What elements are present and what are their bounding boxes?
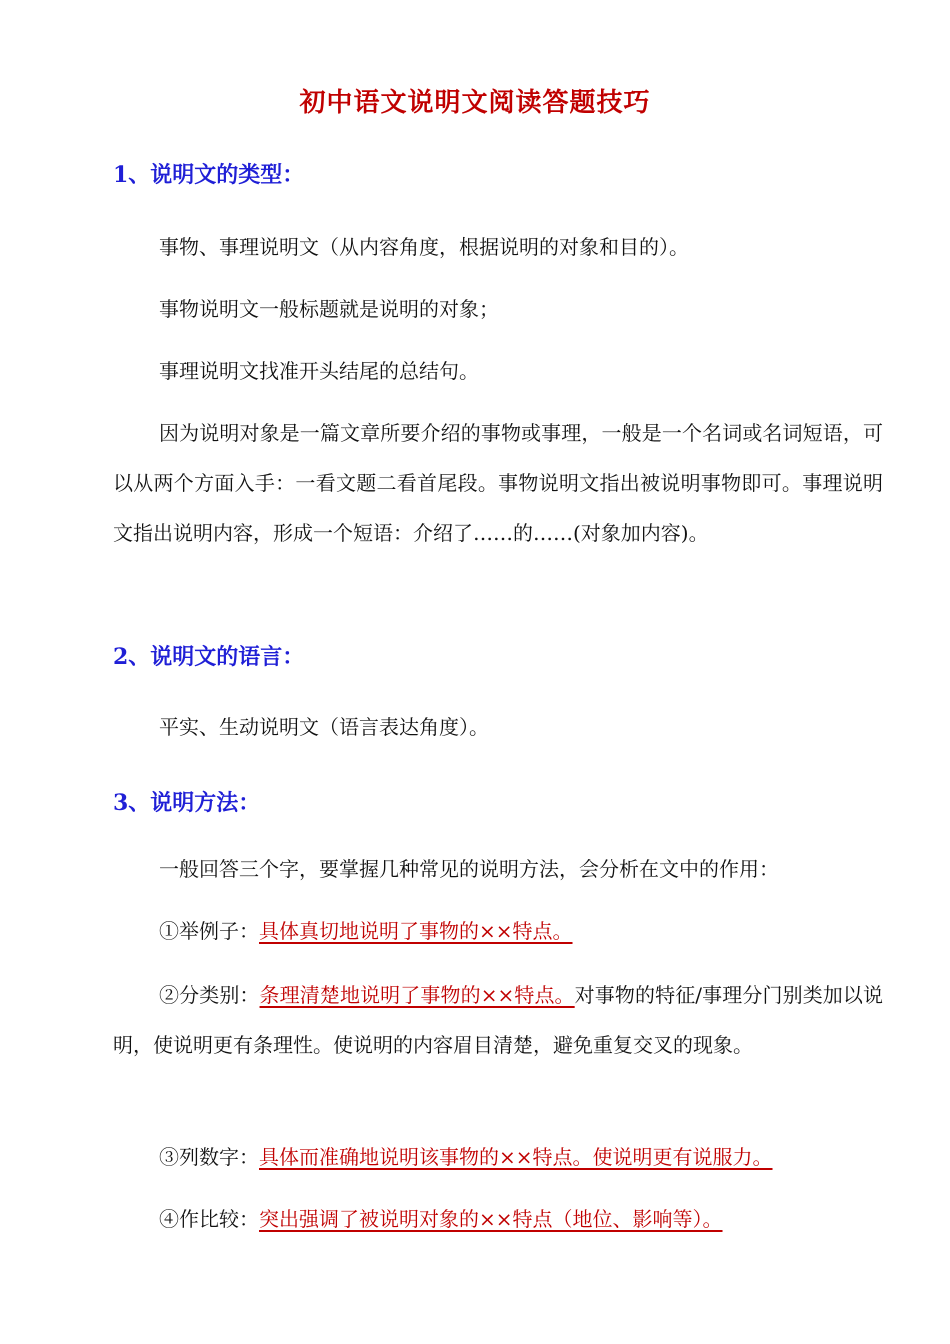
paragraph: 事物、事理说明文（从内容角度，根据说明的对象和目的）。 (159, 235, 689, 259)
method-item-comparison (113, 1194, 883, 1244)
method-effect: 突出强调了被说明对象的××特点（地位、影响等）。 (259, 1207, 723, 1231)
method-label: ①举例子： (159, 919, 259, 943)
method-explanation: 对事物的特征/事理分门别类加以说明，使说明更有条理性。使说明的内容眉目清楚，避免重复交叉的现象。 (113, 983, 884, 1057)
paragraph: 一般回答三个字，要掌握几种常见的说明方法，会分析在文中的作用： (159, 857, 779, 881)
method-label: ④作比较： (159, 1207, 259, 1231)
paragraph: 事理说明文找准开头结尾的总结句。 (159, 359, 479, 383)
method-label: ②分类别： (159, 983, 260, 1007)
section-heading-language: 2、说明文的语言： (113, 644, 305, 670)
method-label: ③列数字： (159, 1145, 259, 1169)
method-effect: 具体而准确地说明该事物的××特点。使说明更有说服力。 (259, 1145, 773, 1169)
method-item-numbers (113, 1132, 883, 1182)
method-item-classification (113, 970, 883, 1070)
paragraph: 事物说明文一般标题就是说明的对象； (159, 297, 499, 321)
section-heading-types: 1、说明文的类型： (113, 162, 305, 188)
paragraph: 平实、生动说明文（语言表达角度）。 (159, 715, 489, 739)
page-title: 初中语文说明文阅读答题技巧 (299, 88, 651, 118)
section-heading-methods: 3、说明方法： (113, 790, 261, 816)
method-effect: 条理清楚地说明了事物的××特点。 (259, 983, 575, 1007)
method-item-examples (113, 906, 883, 956)
method-effect: 具体真切地说明了事物的××特点。 (259, 919, 573, 943)
paragraph: 因为说明对象是一篇文章所要介绍的事物或事理，一般是一个名词或名词短语，可以从两个方面入手：一看文题二看首尾段。事物说明文指出被说明事物即可。事理说明文指出说明内容，形成一个短语：介绍了……的……(对象加内容)。 (113, 421, 883, 545)
